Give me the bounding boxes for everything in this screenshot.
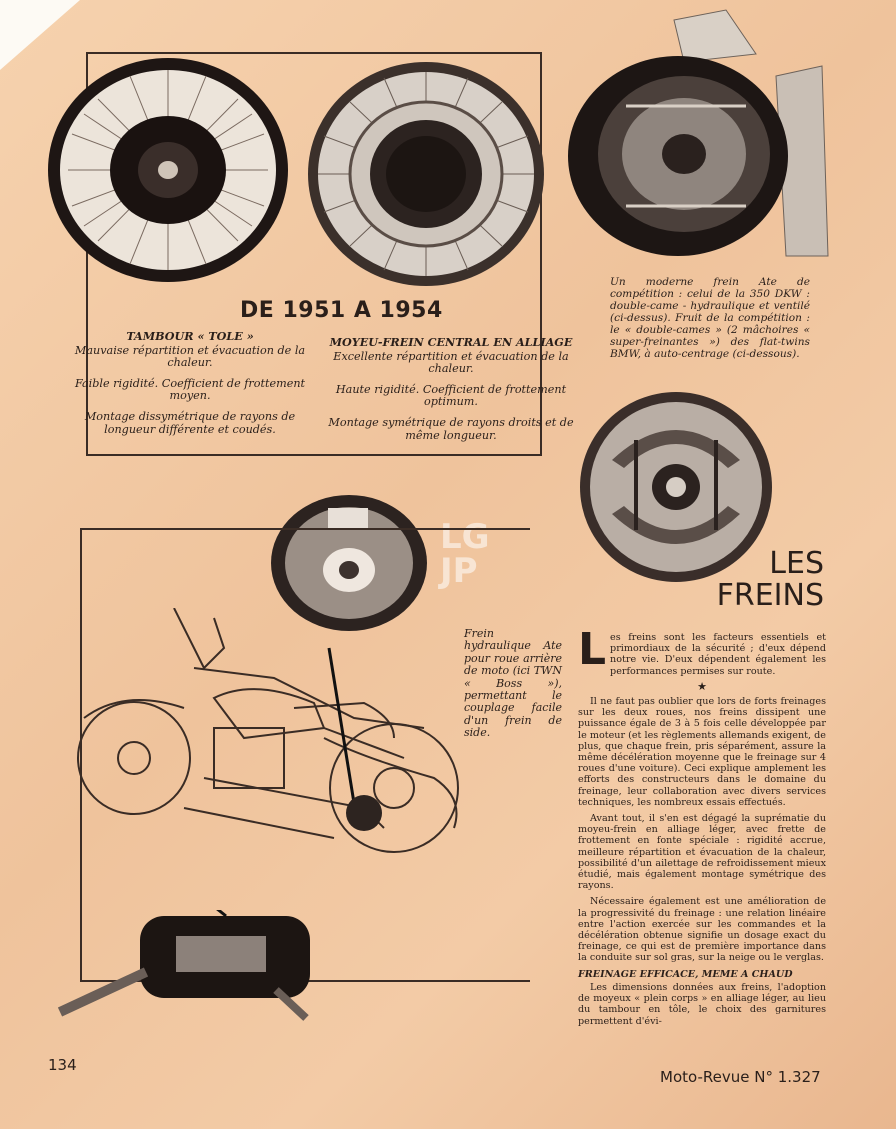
ate-brake-caption: Un moderne frein Ate de compétition : celui de la 350 DKW : double-came - hydraulique et ventilé (ci-dessus). Fruit de la compétition : le « double-cames » (2 mâchoires « super-freinantes ») des flat-twins BMW, à auto-centrage (ci-dessous). — [610, 276, 810, 360]
right-caption-line: Haute rigidité. Coefficient de frottement optimum. — [335, 382, 567, 409]
left-caption-heading: TAMBOUR « TOLE » — [126, 329, 254, 343]
drop-cap: L — [578, 624, 607, 675]
article-lead — [578, 624, 826, 677]
magazine-footer — [660, 1068, 821, 1086]
motorcycle-line-drawing — [64, 608, 474, 898]
article-body — [578, 624, 826, 1032]
right-caption-line: Excellente répartition et évacuation de la chaleur. — [333, 349, 569, 376]
article-separator: ★ — [697, 679, 707, 693]
left-caption-line: Montage dissymétrique de rayons de longueur différente et coudés. — [84, 409, 296, 436]
hydraulic-brake-caption: Frein hydraulique Ate pour roue arrière de moto (ici TWN « Boss »), permettant le couplage facile d'un frein de side. — [464, 627, 562, 740]
left-caption-line: Mauvaise répartition et évacuation de la chaleur. — [74, 343, 306, 370]
right-caption-heading: MOYEU-FREIN CENTRAL EN ALLIAGE — [329, 335, 573, 349]
section-title: DE 1951 A 1954 — [240, 298, 443, 323]
issue-number: N° 1.327 — [754, 1068, 821, 1086]
article-paragraph: Les dimensions données aux freins, l'adoption de moyeux « plein corps » en alliage léger, au lieu du tambour en tôle, le choix des garnitures permettent d'évi- — [578, 981, 826, 1027]
right-wheel-caption — [326, 336, 576, 450]
watermark-line2: JP — [440, 551, 478, 591]
article-title-line1: LES — [769, 546, 824, 581]
right-caption-line: Montage symétrique de rayons droits et de même longueur. — [328, 415, 574, 442]
magazine-name: Moto-Revue — [660, 1068, 750, 1086]
ate-dkw-brake-photo — [566, 6, 832, 266]
wheel-steel-drum-photo — [44, 54, 296, 290]
article-lead-text: es freins sont les facteurs essentiels et primordiaux de la sécurité ; d'eux dépend notre vie. D'eux dépendent également les performances permises sur route. — [610, 632, 826, 677]
left-caption-line: Faible rigidité. Coefficient de frottement moyen. — [74, 376, 306, 403]
wheel-alloy-hub-photo — [304, 58, 548, 290]
left-wheel-caption — [62, 330, 318, 444]
watermark-line1: LG — [440, 517, 490, 557]
article-paragraph: Nécessaire également est une amélioration de la progressivité du freinage : une relation linéaire entre l'action exercée sur les commandes et la décélération obtenue signifie un dosage exact du freinage, ce qui est de première importance dans la conduite sur sol gras, sur la neige ou le verglas. — [578, 896, 826, 964]
article-title — [700, 548, 824, 612]
article-paragraph: Avant tout, il s'en est dégagé la suprématie du moyeu-frein en alliage léger, avec frette de frottement en fonte spéciale : rigidité accrue, meilleure répartition et évacuation de la chaleur, possibilité d'un ailettage de refroidissement mieux étudié, mais également montage symétrique des rayons. — [578, 813, 826, 892]
article-subheading: FREINAGE EFFICACE, MEME A CHAUD — [578, 968, 793, 980]
master-cylinder-photo — [56, 910, 316, 1028]
article-title-line2: FREINS — [716, 578, 824, 613]
article-paragraph: Il ne faut pas oublier que lors de forts freinages sur les deux roues, nos freins dissipent une puissance égale de 3 à 5 fois celle développée par le moteur (et les règlements allemands exigent, de plus, que chaque frein, pris séparément, assure la même décélération moyenne que le freinage sur 4 roues d'une voiture). Ceci explique amplement les efforts des constructeurs dans le domaine du freinage, leur collaboration avec divers services techniques, les nombreux essais effectués. — [578, 696, 826, 808]
page-number: 134 — [48, 1056, 77, 1074]
